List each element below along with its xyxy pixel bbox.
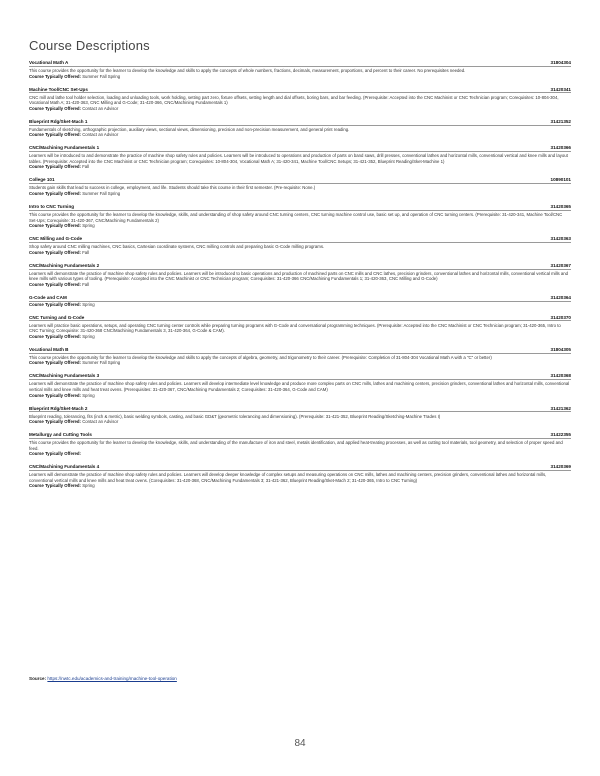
- course-offered-line: [29, 302, 571, 308]
- page-number: 84: [294, 738, 306, 749]
- course-description: Shop safety around CNC milling machines, CNC basics, Cartesian coordinate systems, CNC milling controls and preparing basic G-Code milling programs.: [29, 244, 325, 250]
- offered-value: Contact an Advisor: [82, 419, 119, 425]
- course-name: CNC/Machining Fundamentals 1: [29, 145, 100, 151]
- course-description: Learners will demonstrate the practice of machine shop safety rules and policies. Learners will develop intermediate level knowledge and produce more complex parts on CNC mills, lathes and machining centers, precision grinders, conventional lathes and horizontal mills, conventional vertical mills and knee mills and heat treat ovens. (Prerequisites: 31-420-367, CNC/Machining Fundamentals 2; Corequisites: 31-420-364, G-Code and CAM): [29, 381, 570, 392]
- course-header: [29, 347, 571, 354]
- offered-value: Summer Fall Spring: [82, 360, 121, 366]
- course-header: [29, 432, 571, 439]
- course-name: College 101: [29, 177, 55, 183]
- offered-label: Course Typically Offered:: [29, 191, 81, 197]
- course-description: CNC mill and lathe tool holder selection, loading and unloading tools, work holding, setting part zero, fixture offsets, setting length and dial offsets, boring bars, and bar feeding. (Prerequisite: Accepted into the CNC Machinist or CNC Technician program; Corequisites: 10-804-304, Vocational Math A; 31-420-363, CNC Milling and G-Code; 31-420-366, CNC/Machining Fundamentals 1): [29, 94, 559, 106]
- course-header: [29, 204, 571, 211]
- offered-value: Spring: [82, 333, 95, 339]
- course-offered-line: [29, 223, 571, 229]
- course-header: [29, 315, 571, 322]
- course-header: [29, 177, 571, 184]
- offered-label: Course Typically Offered:: [29, 73, 81, 79]
- course-name: Vocational Math A: [29, 60, 69, 65]
- offered-value: Spring: [82, 223, 95, 229]
- course-code: 31804304: [550, 60, 571, 65]
- offered-label: Course Typically Offered:: [29, 281, 81, 287]
- offered-value: Fall: [82, 249, 90, 255]
- course-entry: [29, 432, 571, 457]
- course-code: 31420365: [550, 204, 571, 209]
- course-entry: [29, 347, 571, 366]
- course-entry: [29, 177, 571, 196]
- course-description: This course provides the opportunity for the learner to develop the knowledge and skills to apply the concepts of algebra, geometry, and trigonometry to their career. (Prerequisite: Completion of 31-804-304 Vocational Math A with a "C" or better): [29, 354, 492, 360]
- course-entry: [29, 406, 571, 425]
- course-offered-line: [29, 334, 571, 340]
- course-description: Learners will demonstrate the practice of machine shop safety rules and policies. Learners will develop deeper knowledge of complex setups and measuring operations on CNC mills, lathes and machining centers, precision grinders, conventional lathes and horizontal mills, conventional vertical mills and knee mills and heat treat ovens. (Corequisites: 31-420-368, CNC/Machining Fundamentals 3; 31-421-362, Blueprint Reading/Sket-Mach 2; 31-420-365, Intro to CNC Turning): [29, 472, 547, 483]
- course-description: Students gain skills that lead to success in college, employment, and life. Students should take this course in their first semester. (Pre-requisite: None.): [29, 185, 316, 191]
- course-code: 31420364: [550, 294, 571, 300]
- course-entry: [29, 87, 571, 112]
- course-name: Vocational Math B: [29, 346, 69, 352]
- course-description: Learners will be introduced to and demonstrate the practice of machine shop safety rules and policies. Learners will be introduced to operations and production of parts on band saws, drill presses, conventional lathes and horizontal mills, conventional vertical and knee mills and layout tables. (Prerequisite: Accepted into the CNC Machinist or CNC Technician program; Corequisites: 10-804-304, Vocational Math A; 31-420-341, Machine Tool/CNC Setups; 31-421-352, Blueprint Reading/Sket-Machine 1): [29, 153, 568, 164]
- offered-label: Course Typically Offered:: [29, 419, 81, 425]
- source-line: [29, 676, 177, 681]
- course-header: [29, 295, 571, 302]
- course-name: Metallurgy and Cutting Tools: [29, 432, 92, 438]
- offered-label: Course Typically Offered:: [29, 164, 81, 170]
- offered-value: Spring: [82, 392, 95, 398]
- course-name: CNC Milling and G-Code: [29, 236, 83, 242]
- course-header: [29, 373, 571, 380]
- course-offered-line: [29, 393, 571, 399]
- course-offered-line: [29, 191, 571, 197]
- course-name: Intro to CNC Turning: [29, 204, 75, 209]
- course-entry: [29, 60, 571, 79]
- course-header: [29, 464, 571, 471]
- offered-value: Summer Fall Spring: [82, 191, 121, 197]
- offered-label: Course Typically Offered:: [29, 392, 81, 398]
- offered-value: Spring: [82, 301, 95, 307]
- course-description: This course provides the opportunity for the learner to develop the knowledge and skills to apply the concepts of whole numbers, fractions, decimals, measurement, proportions, and percent to their career. No prerequisites needed.: [29, 67, 466, 73]
- offered-label: Course Typically Offered:: [29, 333, 81, 339]
- course-name: Blueprint Rdg/Sket-Mach 1: [29, 118, 88, 124]
- course-description: Blueprint reading, tolerancing, fits (inch & metric), basic welding symbols, casting, and basic GD&T (geometric tolerancing and dimensioning). (Prerequisite: 31-421-352, Blueprint Reading/Sketching-Machine Trades I): [29, 413, 441, 419]
- course-name: CNC/Machining Fundamentals 2: [29, 262, 100, 268]
- course-header: [29, 236, 571, 243]
- offered-value: Summer Fall Spring: [82, 73, 121, 79]
- course-code: 31421352: [550, 118, 571, 124]
- course-entry: [29, 119, 571, 138]
- course-offered-line: [29, 483, 571, 489]
- course-entry: [29, 464, 571, 489]
- course-header: [29, 263, 571, 270]
- offered-value: Fall: [82, 164, 90, 170]
- offered-label: Course Typically Offered:: [29, 105, 81, 111]
- course-header: [29, 145, 571, 152]
- course-entry: [29, 373, 571, 398]
- course-code: 31420369: [550, 464, 571, 470]
- course-header: [29, 119, 571, 126]
- course-offered-line: [29, 419, 571, 425]
- offered-label: Course Typically Offered:: [29, 451, 81, 457]
- offered-value: Fall: [82, 281, 90, 287]
- course-code: 31421362: [550, 405, 571, 411]
- course-code: 31420368: [550, 373, 571, 379]
- course-offered-line: [29, 74, 571, 80]
- offered-label: Course Typically Offered:: [29, 249, 81, 255]
- offered-label: Course Typically Offered:: [29, 301, 81, 307]
- course-name: Blueprint Rdg/Sket-Mach 2: [29, 405, 88, 411]
- course-entry: [29, 204, 571, 229]
- course-offered-line: [29, 282, 571, 288]
- offered-label: Course Typically Offered:: [29, 223, 81, 229]
- course-description: This course provides the opportunity for the learner to develop the knowledge, skills, and understanding of the manufacture of iron and steel, metals identification, and applied heat-treating processes, as well as cutting tool materials, tool geometry, and selection of proper speed and feed.: [29, 440, 563, 451]
- course-entry: [29, 315, 571, 340]
- offered-label: Course Typically Offered:: [29, 483, 81, 489]
- course-header: [29, 60, 571, 67]
- course-description: Learners will demonstrate the practice of machine shop safety rules and policies. Learners will be introduced to basic operations and production of machined parts on CNC mills and CNC lathes, precision grinders, conventional lathes and horizontal mills, conventional vertical mills and knee mills with various types of tooling. (Prerequisite: Accepted into the CNC Machinist or CNC Technician program; Corequisites: 31-420-366 CNC/Machining Fundamentals 1; 31-420-363, CNC Milling and G-Code): [29, 270, 569, 282]
- course-description: Learners will practice basic operations, setups, and operating CNC turning center controls while preparing turning programs with G-Code and conversational programming techniques. (Prerequisite: Accepted into the CNC Machinist or CNC Technician program; 31-420-365, Intro to CNC Turning; Corequisite: 31-420-368 CNC/Machining Fundamentals 3, 31-420-364, G-Code & CAM).: [29, 322, 561, 334]
- course-offered-line: [29, 360, 571, 366]
- course-code: 31420367: [550, 262, 571, 268]
- course-code: 31804305: [550, 346, 571, 352]
- offered-label: Course Typically Offered:: [29, 360, 81, 366]
- course-name: Machine Tool/CNC Set-Ups: [29, 86, 88, 92]
- source-label: Source:: [29, 676, 47, 681]
- course-offered-line: [29, 451, 571, 457]
- course-code: 31422355: [550, 432, 571, 438]
- course-description: This course provides the opportunity for the learner to develop the knowledge, skills, and understanding of shop safety around CNC turning centers, CNC turning machine control use, basic set up, and operation of CNC turning centers. (Prerequisite: 31-420-341, Machine Tool/CNC Set-Ups; Corequisite: 31-420-367, CNC/Machining Fundamentals 2): [29, 211, 563, 223]
- offered-value: Spring: [82, 483, 95, 489]
- course-entry: [29, 295, 571, 307]
- course-name: CNC/Machining Fundamentals 3: [29, 373, 100, 379]
- page-title: Course Descriptions: [29, 38, 150, 53]
- course-name: G-Code and CAM: [29, 294, 67, 300]
- offered-value: Contact an Advisor: [82, 132, 119, 138]
- course-offered-line: [29, 164, 571, 170]
- course-name: CNC/Machining Fundamentals 4: [29, 464, 100, 470]
- course-header: [29, 87, 571, 94]
- course-header: [29, 406, 571, 413]
- offered-label: Course Typically Offered:: [29, 132, 81, 138]
- course-offered-line: [29, 132, 571, 138]
- course-code: 31420370: [550, 314, 571, 320]
- course-code: 10890101: [550, 177, 571, 183]
- course-entry: [29, 263, 571, 288]
- course-entry: [29, 236, 571, 255]
- course-code: 31420341: [550, 86, 571, 92]
- course-description: Fundamentals of sketching, orthographic projection, auxiliary views, sectional views, dimensioning, precision and non-precision measurement, and general print reading.: [29, 126, 350, 132]
- course-offered-line: [29, 250, 571, 256]
- source-link[interactable]: https://nwtc.edu/academics-and-training/machine-tool-operation: [47, 676, 177, 681]
- course-list: [29, 60, 571, 496]
- offered-value: Contact an Advisor: [82, 105, 119, 111]
- course-name: CNC Turning and G-Code: [29, 314, 85, 320]
- course-code: 31420366: [550, 145, 571, 151]
- course-code: 31420363: [550, 236, 571, 242]
- course-offered-line: [29, 106, 571, 112]
- course-entry: [29, 145, 571, 170]
